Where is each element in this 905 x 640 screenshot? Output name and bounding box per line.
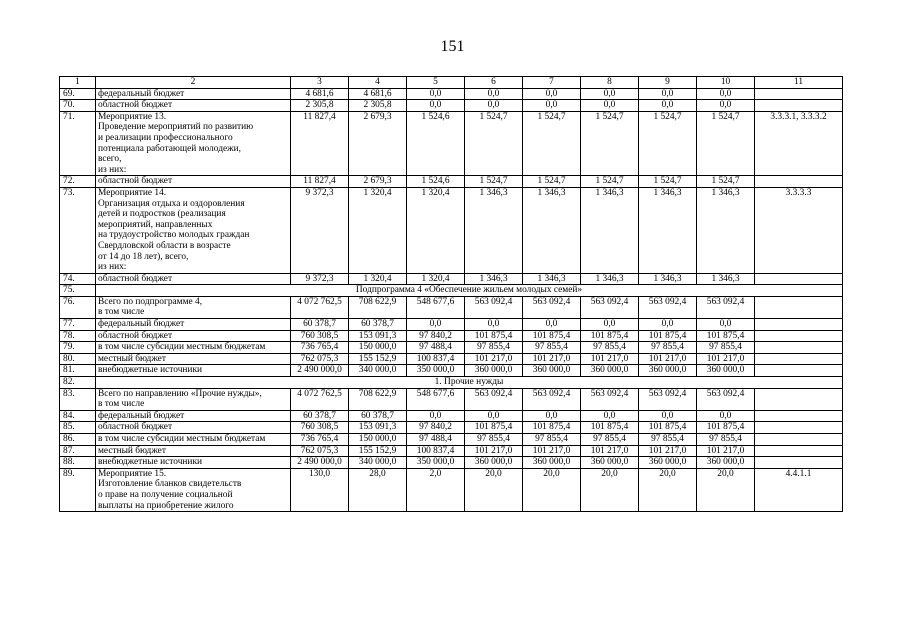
column-header: 5 bbox=[407, 77, 465, 89]
value-cell: 736 765,4 bbox=[291, 434, 349, 446]
target-ref bbox=[755, 319, 843, 331]
value-cell: 0,0 bbox=[581, 319, 639, 331]
target-ref bbox=[755, 422, 843, 434]
value-cell: 1 346,3 bbox=[697, 187, 755, 273]
value-cell: 1 346,3 bbox=[523, 187, 581, 273]
value-cell: 101 217,0 bbox=[697, 445, 755, 457]
target-ref bbox=[755, 273, 843, 285]
value-cell: 101 217,0 bbox=[639, 353, 697, 365]
value-cell: 101 875,4 bbox=[465, 422, 523, 434]
target-ref bbox=[755, 388, 843, 410]
value-cell: 760 308,5 bbox=[291, 422, 349, 434]
column-header: 1 bbox=[60, 77, 96, 89]
value-cell: 0,0 bbox=[523, 88, 581, 100]
row-name: областной бюджет bbox=[96, 330, 291, 342]
section-row bbox=[60, 377, 843, 389]
value-cell: 150 000,0 bbox=[349, 342, 407, 354]
value-cell: 2 679,3 bbox=[349, 111, 407, 176]
row-name: областной бюджет bbox=[96, 273, 291, 285]
value-cell: 11 827,4 bbox=[291, 111, 349, 176]
row-number: 79. bbox=[60, 342, 96, 354]
row-name: местный бюджет bbox=[96, 445, 291, 457]
row-name: федеральный бюджет bbox=[96, 410, 291, 422]
row-number: 72. bbox=[60, 176, 96, 188]
value-cell: 150 000,0 bbox=[349, 434, 407, 446]
page-number: 151 bbox=[440, 38, 465, 55]
column-header: 10 bbox=[697, 77, 755, 89]
row-number: 87. bbox=[60, 445, 96, 457]
row-number: 70. bbox=[60, 100, 96, 112]
value-cell: 563 092,4 bbox=[523, 388, 581, 410]
value-cell: 97 855,4 bbox=[697, 342, 755, 354]
value-cell: 0,0 bbox=[639, 319, 697, 331]
row-name: Мероприятие 13. Проведение мероприятий по развитию и реализации профессионального потенциала работающей молодежи, всего, из них: bbox=[96, 111, 291, 176]
value-cell: 100 837,4 bbox=[407, 353, 465, 365]
value-cell: 100 837,4 bbox=[407, 445, 465, 457]
row-number: 82. bbox=[60, 377, 96, 389]
value-cell: 708 622,9 bbox=[349, 388, 407, 410]
target-ref bbox=[755, 330, 843, 342]
value-cell: 360 000,0 bbox=[639, 457, 697, 469]
column-header: 3 bbox=[291, 77, 349, 89]
value-cell: 101 217,0 bbox=[581, 445, 639, 457]
value-cell: 563 092,4 bbox=[465, 388, 523, 410]
value-cell: 0,0 bbox=[581, 100, 639, 112]
value-cell: 563 092,4 bbox=[465, 296, 523, 318]
value-cell: 563 092,4 bbox=[581, 296, 639, 318]
value-cell: 9 372,3 bbox=[291, 187, 349, 273]
table-row bbox=[60, 434, 843, 446]
row-number: 69. bbox=[60, 88, 96, 100]
value-cell: 101 217,0 bbox=[465, 353, 523, 365]
row-name: Всего по подпрограмме 4, в том числе bbox=[96, 296, 291, 318]
value-cell: 20,0 bbox=[581, 468, 639, 511]
row-name: внебюджетные источники bbox=[96, 365, 291, 377]
value-cell: 60 378,7 bbox=[291, 410, 349, 422]
value-cell: 0,0 bbox=[465, 88, 523, 100]
value-cell: 350 000,0 bbox=[407, 457, 465, 469]
row-number: 88. bbox=[60, 457, 96, 469]
value-cell: 101 875,4 bbox=[697, 330, 755, 342]
value-cell: 360 000,0 bbox=[465, 457, 523, 469]
value-cell: 1 320,4 bbox=[407, 273, 465, 285]
value-cell: 2 305,8 bbox=[291, 100, 349, 112]
row-name: федеральный бюджет bbox=[96, 319, 291, 331]
value-cell: 1 524,7 bbox=[697, 111, 755, 176]
value-cell: 101 217,0 bbox=[465, 445, 523, 457]
value-cell: 1 346,3 bbox=[639, 187, 697, 273]
value-cell: 1 524,7 bbox=[639, 111, 697, 176]
table-row bbox=[60, 410, 843, 422]
value-cell: 0,0 bbox=[523, 410, 581, 422]
value-cell: 0,0 bbox=[639, 88, 697, 100]
row-number: 76. bbox=[60, 296, 96, 318]
value-cell: 97 855,4 bbox=[639, 342, 697, 354]
value-cell: 360 000,0 bbox=[581, 457, 639, 469]
row-number: 85. bbox=[60, 422, 96, 434]
value-cell: 1 346,3 bbox=[523, 273, 581, 285]
value-cell: 350 000,0 bbox=[407, 365, 465, 377]
row-number: 81. bbox=[60, 365, 96, 377]
value-cell: 1 346,3 bbox=[639, 273, 697, 285]
column-header: 8 bbox=[581, 77, 639, 89]
value-cell: 101 217,0 bbox=[523, 353, 581, 365]
value-cell: 60 378,7 bbox=[349, 319, 407, 331]
value-cell: 0,0 bbox=[465, 100, 523, 112]
value-cell: 708 622,9 bbox=[349, 296, 407, 318]
value-cell: 563 092,4 bbox=[639, 388, 697, 410]
target-ref bbox=[755, 410, 843, 422]
value-cell: 97 855,4 bbox=[465, 434, 523, 446]
value-cell: 20,0 bbox=[639, 468, 697, 511]
value-cell: 360 000,0 bbox=[523, 365, 581, 377]
table-row bbox=[60, 445, 843, 457]
value-cell: 548 677,6 bbox=[407, 388, 465, 410]
value-cell: 1 320,4 bbox=[407, 187, 465, 273]
value-cell: 101 217,0 bbox=[523, 445, 581, 457]
value-cell: 97 488,4 bbox=[407, 434, 465, 446]
value-cell: 548 677,6 bbox=[407, 296, 465, 318]
value-cell: 0,0 bbox=[581, 410, 639, 422]
value-cell: 0,0 bbox=[581, 88, 639, 100]
row-number: 86. bbox=[60, 434, 96, 446]
value-cell: 1 346,3 bbox=[581, 273, 639, 285]
section-title: 1. Прочие нужды bbox=[96, 377, 843, 389]
value-cell: 0,0 bbox=[407, 100, 465, 112]
value-cell: 101 217,0 bbox=[697, 353, 755, 365]
table-row bbox=[60, 273, 843, 285]
value-cell: 97 840,2 bbox=[407, 330, 465, 342]
row-name: Мероприятие 14. Организация отдыха и оздоровления детей и подростков (реализация мероприятий, направленных на трудоустройство молодых граждан Свердловской области в возрасте от 14 до 18 лет), всего, из них: bbox=[96, 187, 291, 273]
value-cell: 130,0 bbox=[291, 468, 349, 511]
value-cell: 1 524,7 bbox=[581, 176, 639, 188]
value-cell: 360 000,0 bbox=[639, 365, 697, 377]
target-ref: 3.3.3.1, 3.3.3.2 bbox=[755, 111, 843, 176]
value-cell: 4 681,6 bbox=[349, 88, 407, 100]
section-row bbox=[60, 285, 843, 297]
column-header: 9 bbox=[639, 77, 697, 89]
value-cell: 60 378,7 bbox=[291, 319, 349, 331]
value-cell: 60 378,7 bbox=[349, 410, 407, 422]
row-number: 89. bbox=[60, 468, 96, 511]
value-cell: 101 875,4 bbox=[523, 330, 581, 342]
value-cell: 762 075,3 bbox=[291, 445, 349, 457]
value-cell: 360 000,0 bbox=[697, 457, 755, 469]
value-cell: 97 855,4 bbox=[465, 342, 523, 354]
value-cell: 2,0 bbox=[407, 468, 465, 511]
value-cell: 360 000,0 bbox=[465, 365, 523, 377]
target-ref bbox=[755, 100, 843, 112]
row-name: в том числе субсидии местным бюджетам bbox=[96, 342, 291, 354]
value-cell: 101 875,4 bbox=[523, 422, 581, 434]
value-cell: 1 346,3 bbox=[465, 273, 523, 285]
value-cell: 101 875,4 bbox=[639, 330, 697, 342]
target-ref bbox=[755, 445, 843, 457]
target-ref bbox=[755, 88, 843, 100]
value-cell: 97 855,4 bbox=[581, 342, 639, 354]
value-cell: 1 320,4 bbox=[349, 273, 407, 285]
value-cell: 1 524,7 bbox=[523, 111, 581, 176]
value-cell: 153 091,3 bbox=[349, 330, 407, 342]
value-cell: 0,0 bbox=[523, 100, 581, 112]
table-row bbox=[60, 187, 843, 273]
value-cell: 736 765,4 bbox=[291, 342, 349, 354]
value-cell: 4 072 762,5 bbox=[291, 296, 349, 318]
value-cell: 0,0 bbox=[697, 319, 755, 331]
row-name: областной бюджет bbox=[96, 100, 291, 112]
value-cell: 20,0 bbox=[465, 468, 523, 511]
value-cell: 101 875,4 bbox=[697, 422, 755, 434]
value-cell: 101 875,4 bbox=[581, 330, 639, 342]
table-row bbox=[60, 100, 843, 112]
value-cell: 0,0 bbox=[407, 88, 465, 100]
row-name: федеральный бюджет bbox=[96, 88, 291, 100]
value-cell: 11 827,4 bbox=[291, 176, 349, 188]
value-cell: 2 490 000,0 bbox=[291, 457, 349, 469]
value-cell: 101 875,4 bbox=[465, 330, 523, 342]
value-cell: 360 000,0 bbox=[697, 365, 755, 377]
value-cell: 9 372,3 bbox=[291, 273, 349, 285]
value-cell: 2 679,3 bbox=[349, 176, 407, 188]
row-name: областной бюджет bbox=[96, 422, 291, 434]
target-ref bbox=[755, 365, 843, 377]
value-cell: 97 488,4 bbox=[407, 342, 465, 354]
value-cell: 360 000,0 bbox=[523, 457, 581, 469]
section-title: Подпрограмма 4 «Обеспечение жильем молодых семей» bbox=[96, 285, 843, 297]
value-cell: 0,0 bbox=[639, 410, 697, 422]
column-header: 6 bbox=[465, 77, 523, 89]
target-ref: 3.3.3.3 bbox=[755, 187, 843, 273]
row-number: 73. bbox=[60, 187, 96, 273]
row-number: 74. bbox=[60, 273, 96, 285]
table-row bbox=[60, 457, 843, 469]
value-cell: 0,0 bbox=[407, 319, 465, 331]
row-number: 84. bbox=[60, 410, 96, 422]
value-cell: 2 305,8 bbox=[349, 100, 407, 112]
target-ref bbox=[755, 457, 843, 469]
value-cell: 0,0 bbox=[523, 319, 581, 331]
value-cell: 563 092,4 bbox=[697, 388, 755, 410]
table-row bbox=[60, 422, 843, 434]
column-header: 4 bbox=[349, 77, 407, 89]
value-cell: 1 346,3 bbox=[697, 273, 755, 285]
target-ref bbox=[755, 434, 843, 446]
value-cell: 155 152,9 bbox=[349, 353, 407, 365]
value-cell: 563 092,4 bbox=[639, 296, 697, 318]
target-ref bbox=[755, 296, 843, 318]
table-row bbox=[60, 365, 843, 377]
value-cell: 1 524,7 bbox=[465, 176, 523, 188]
budget-table bbox=[59, 76, 843, 512]
value-cell: 360 000,0 bbox=[581, 365, 639, 377]
value-cell: 97 855,4 bbox=[639, 434, 697, 446]
value-cell: 340 000,0 bbox=[349, 365, 407, 377]
value-cell: 563 092,4 bbox=[581, 388, 639, 410]
row-number: 78. bbox=[60, 330, 96, 342]
table-row bbox=[60, 176, 843, 188]
row-name: в том числе субсидии местным бюджетам bbox=[96, 434, 291, 446]
value-cell: 563 092,4 bbox=[697, 296, 755, 318]
value-cell: 20,0 bbox=[523, 468, 581, 511]
table-row bbox=[60, 88, 843, 100]
value-cell: 155 152,9 bbox=[349, 445, 407, 457]
table-row bbox=[60, 111, 843, 176]
value-cell: 563 092,4 bbox=[523, 296, 581, 318]
value-cell: 28,0 bbox=[349, 468, 407, 511]
value-cell: 101 875,4 bbox=[581, 422, 639, 434]
column-header: 2 bbox=[96, 77, 291, 89]
target-ref bbox=[755, 176, 843, 188]
table-row bbox=[60, 388, 843, 410]
row-name: местный бюджет bbox=[96, 353, 291, 365]
column-header: 7 bbox=[523, 77, 581, 89]
value-cell: 762 075,3 bbox=[291, 353, 349, 365]
row-number: 75. bbox=[60, 285, 96, 297]
table-row bbox=[60, 296, 843, 318]
value-cell: 1 320,4 bbox=[349, 187, 407, 273]
value-cell: 97 840,2 bbox=[407, 422, 465, 434]
value-cell: 4 681,6 bbox=[291, 88, 349, 100]
value-cell: 0,0 bbox=[697, 100, 755, 112]
target-ref: 4.4.1.1 bbox=[755, 468, 843, 511]
table-row bbox=[60, 330, 843, 342]
value-cell: 97 855,4 bbox=[697, 434, 755, 446]
value-cell: 0,0 bbox=[465, 410, 523, 422]
table-row bbox=[60, 468, 843, 511]
row-number: 83. bbox=[60, 388, 96, 410]
value-cell: 1 524,6 bbox=[407, 176, 465, 188]
target-ref bbox=[755, 342, 843, 354]
value-cell: 20,0 bbox=[697, 468, 755, 511]
value-cell: 101 875,4 bbox=[639, 422, 697, 434]
value-cell: 1 524,7 bbox=[639, 176, 697, 188]
value-cell: 340 000,0 bbox=[349, 457, 407, 469]
value-cell: 153 091,3 bbox=[349, 422, 407, 434]
value-cell: 1 524,7 bbox=[581, 111, 639, 176]
value-cell: 2 490 000,0 bbox=[291, 365, 349, 377]
value-cell: 4 072 762,5 bbox=[291, 388, 349, 410]
value-cell: 97 855,4 bbox=[523, 342, 581, 354]
value-cell: 97 855,4 bbox=[581, 434, 639, 446]
value-cell: 1 524,7 bbox=[465, 111, 523, 176]
value-cell: 0,0 bbox=[639, 100, 697, 112]
table-row bbox=[60, 353, 843, 365]
value-cell: 0,0 bbox=[465, 319, 523, 331]
row-number: 80. bbox=[60, 353, 96, 365]
value-cell: 101 217,0 bbox=[639, 445, 697, 457]
row-name: внебюджетные источники bbox=[96, 457, 291, 469]
value-cell: 1 346,3 bbox=[465, 187, 523, 273]
value-cell: 1 524,7 bbox=[697, 176, 755, 188]
row-number: 71. bbox=[60, 111, 96, 176]
value-cell: 97 855,4 bbox=[523, 434, 581, 446]
value-cell: 101 217,0 bbox=[581, 353, 639, 365]
row-name: Мероприятие 15. Изготовление бланков свидетельств о праве на получение социальной выплаты на приобретение жилого bbox=[96, 468, 291, 511]
row-name: областной бюджет bbox=[96, 176, 291, 188]
value-cell: 0,0 bbox=[407, 410, 465, 422]
value-cell: 760 308,5 bbox=[291, 330, 349, 342]
value-cell: 1 524,6 bbox=[407, 111, 465, 176]
row-number: 77. bbox=[60, 319, 96, 331]
target-ref bbox=[755, 353, 843, 365]
value-cell: 1 346,3 bbox=[581, 187, 639, 273]
value-cell: 1 524,7 bbox=[523, 176, 581, 188]
table-row bbox=[60, 319, 843, 331]
column-header: 11 bbox=[755, 77, 843, 89]
table-row bbox=[60, 342, 843, 354]
value-cell: 0,0 bbox=[697, 88, 755, 100]
value-cell: 0,0 bbox=[697, 410, 755, 422]
table-header-row bbox=[60, 77, 843, 89]
row-name: Всего по направлению «Прочие нужды», в том числе bbox=[96, 388, 291, 410]
